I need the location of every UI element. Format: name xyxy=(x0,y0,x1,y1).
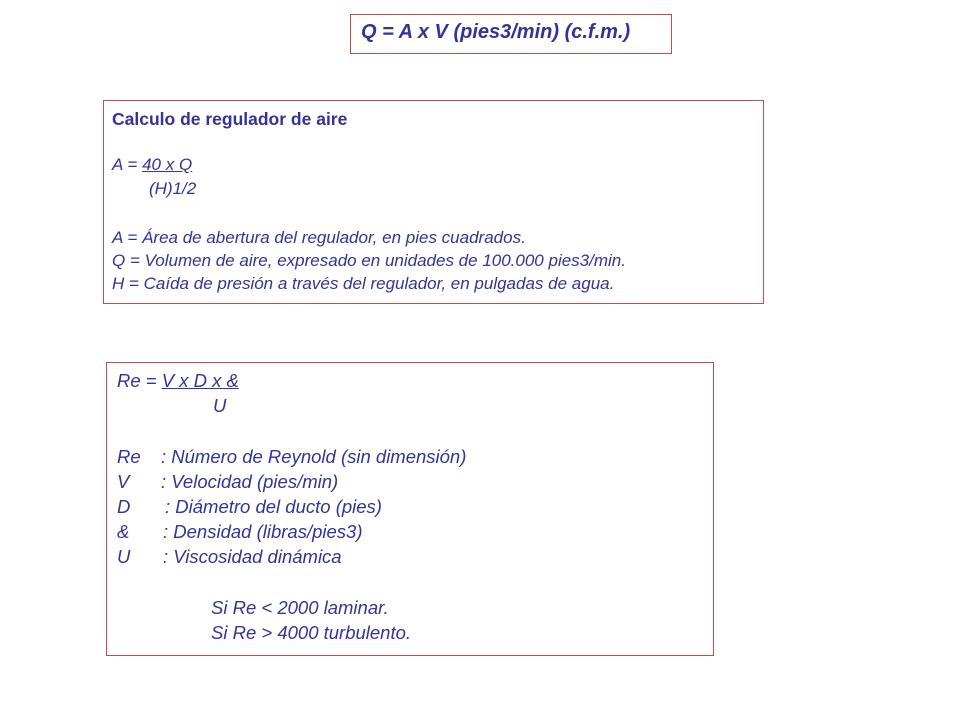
definition-text: : Diámetro del ducto (pies) xyxy=(165,496,382,517)
definition-text: : Viscosidad dinámica xyxy=(163,546,342,567)
reynolds-formula-denominator: U xyxy=(213,395,227,416)
definition-text: : Densidad (libras/pies3) xyxy=(163,521,363,542)
reynolds-condition-turbulent: Si Re > 4000 turbulento. xyxy=(211,622,412,643)
definition-symbol: V xyxy=(117,471,130,492)
formula-title: Q = A x V (pies3/min) (c.f.m.) xyxy=(361,21,631,43)
regulator-formula xyxy=(112,155,192,175)
formula-title-box xyxy=(350,14,672,54)
regulator-heading: Calculo de regulador de aire xyxy=(112,109,348,129)
reynolds-condition-laminar: Si Re < 2000 laminar. xyxy=(211,597,389,618)
definition-symbol: Re xyxy=(117,446,141,467)
reynolds-formula-lhs: Re = xyxy=(117,370,162,391)
regulator-definition-pressure: H = Caída de presión a través del regulador, en pulgadas de agua. xyxy=(112,274,615,293)
regulator-formula-numerator: 40 x Q xyxy=(142,155,193,174)
definition-symbol: U xyxy=(117,546,131,567)
reynolds-box xyxy=(106,362,714,656)
regulator-formula-lhs: A = xyxy=(112,155,143,174)
reynolds-definition-v xyxy=(117,471,338,493)
regulator-formula-denominator: (H)1/2 xyxy=(149,179,197,198)
definition-symbol: & xyxy=(117,521,130,542)
regulator-box xyxy=(103,100,764,304)
definition-text: : Velocidad (pies/min) xyxy=(161,471,339,492)
definition-symbol: D xyxy=(117,496,131,517)
definition-text: : Número de Reynold (sin dimensión) xyxy=(161,446,467,467)
regulator-definition-volume: Q = Volumen de aire, expresado en unidades de 100.000 pies3/min. xyxy=(112,251,626,270)
regulator-definition-area: A = Área de abertura del regulador, en pies cuadrados. xyxy=(112,228,526,247)
reynolds-definition-d xyxy=(117,496,382,518)
reynolds-definition-u xyxy=(117,546,342,568)
reynolds-definition-density xyxy=(117,521,362,543)
reynolds-formula-numerator: V x D x & xyxy=(161,370,239,391)
reynolds-definition-re xyxy=(117,446,466,468)
reynolds-formula xyxy=(117,370,239,392)
